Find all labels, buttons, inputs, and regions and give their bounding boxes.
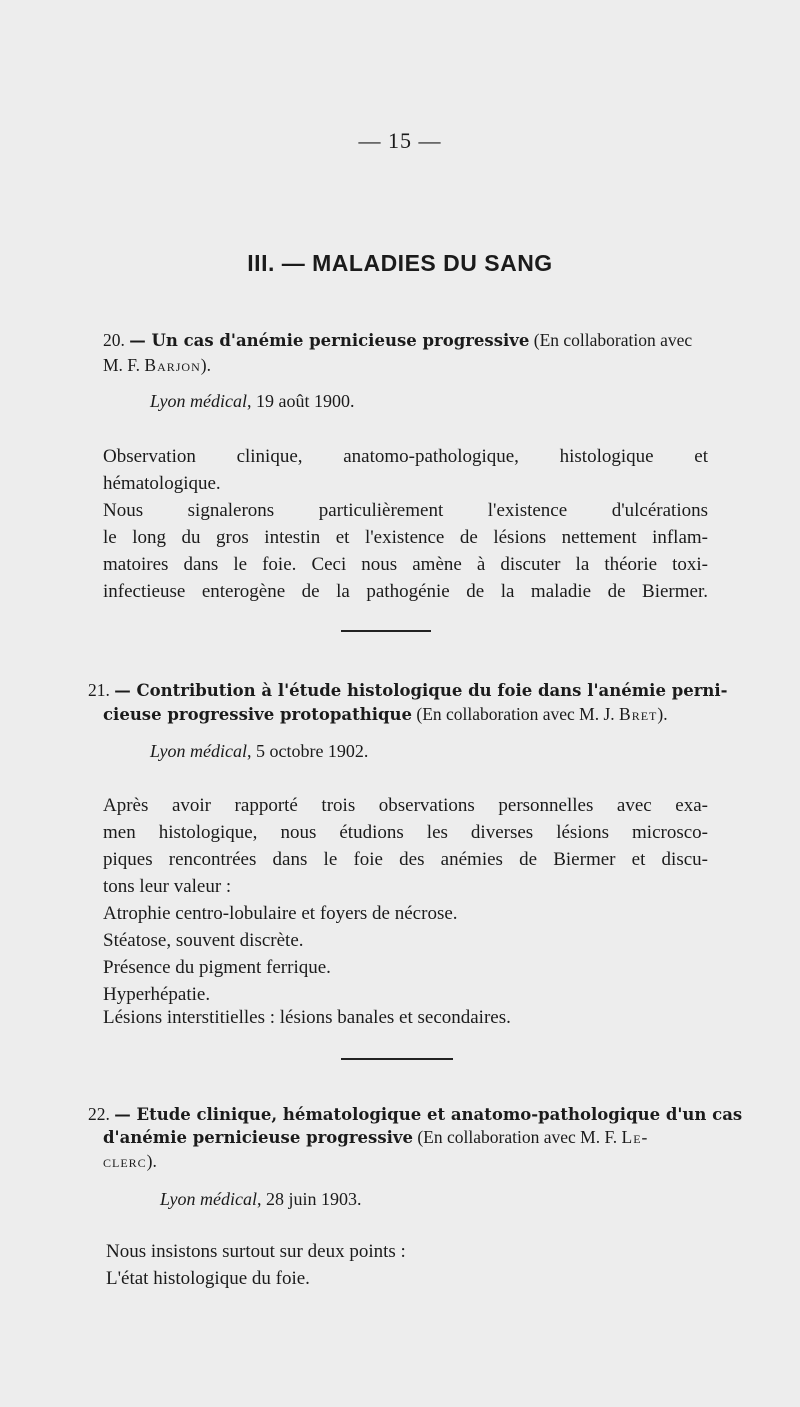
entry-collab: (En collaboration avec [533, 330, 693, 350]
entry-21-heading [88, 680, 728, 701]
entry-title-cont: d'anémie pernicieuse progressive [103, 1128, 413, 1147]
entry-20-collab-line [103, 355, 211, 376]
journal-name: Lyon médical [150, 391, 247, 411]
collab-name: Bret [619, 704, 658, 724]
entry-22-heading [88, 1104, 743, 1125]
citation-date: , 19 août 1900. [246, 391, 355, 411]
body-line: men histologique, nous étudions les diverses lésions microsco- [103, 822, 708, 843]
entry-collab: (En collaboration avec M. J. [416, 704, 615, 724]
body-line: Nous insistons surtout sur deux points : [106, 1241, 406, 1262]
citation-date: , 5 octobre 1902. [246, 741, 369, 761]
body-line: hématologique. [103, 473, 221, 494]
journal-name: Lyon médical [150, 741, 247, 761]
entry-number: 22. [88, 1104, 110, 1124]
body-line: L'état histologique du foie. [106, 1268, 310, 1289]
section-divider [341, 630, 431, 632]
body-line: le long du gros intestin et l'existence de lésions nettement inflam- [103, 527, 708, 548]
collab-suffix: ). [657, 704, 668, 724]
body-line: Observation clinique, anatomo-pathologique, histologique et [103, 446, 708, 467]
entry-20-citation [150, 391, 354, 412]
entry-number: 20. [103, 330, 125, 350]
list-item: Atrophie centro-lobulaire et foyers de nécrose. [103, 903, 458, 924]
entry-title: — Contribution à l'étude histologique du foie dans l'anémie perni- [114, 681, 728, 700]
entry-title-cont: cieuse progressive protopathique [103, 705, 412, 724]
body-line: Après avoir rapporté trois observations personnelles avec exa- [103, 795, 708, 816]
collab-name: Le- [621, 1127, 649, 1147]
section-divider [341, 1058, 453, 1060]
entry-number: 21. [88, 680, 110, 700]
body-line: piques rencontrées dans le foie des anémies de Biermer et discu- [103, 849, 708, 870]
body-line: Nous signalerons particulièrement l'existence d'ulcérations [103, 500, 708, 521]
collab-prefix: M. F. [103, 355, 141, 375]
page-number: — 15 — [358, 128, 442, 153]
collab-name-cont: clerc [103, 1151, 147, 1171]
entry-21-title-line2 [103, 704, 668, 725]
entry-22-collab-line [103, 1151, 157, 1172]
journal-name: Lyon médical [160, 1189, 257, 1209]
entry-20-heading [103, 330, 692, 351]
collab-suffix: ). [200, 355, 211, 375]
entry-title: — Un cas d'anémie pernicieuse progressive [129, 331, 530, 350]
list-item: Lésions interstitielles : lésions banales et secondaires. [103, 1007, 511, 1028]
collab-suffix: ). [146, 1151, 157, 1171]
citation-date: , 28 juin 1903. [256, 1189, 362, 1209]
body-line: matoires dans le foie. Ceci nous amène à discuter la théorie toxi- [103, 554, 708, 575]
list-item: Hyperhépatie. [103, 984, 211, 1005]
entry-22-citation [160, 1189, 361, 1210]
entry-22-title-line2 [103, 1127, 648, 1148]
entry-21-citation [150, 741, 368, 762]
entry-title: — Etude clinique, hématologique et anatomo-pathologique d'un cas [114, 1105, 743, 1124]
body-line: infectieuse enterogène de la pathogénie de la maladie de Biermer. [103, 581, 708, 602]
collab-name: Barjon [144, 355, 201, 375]
entry-collab: (En collaboration avec M. F. [417, 1127, 618, 1147]
list-item: Stéatose, souvent discrète. [103, 930, 304, 951]
body-line: tons leur valeur : [103, 876, 232, 897]
list-item: Présence du pigment ferrique. [103, 957, 331, 978]
section-title: III. — MALADIES DU SANG [247, 250, 553, 276]
